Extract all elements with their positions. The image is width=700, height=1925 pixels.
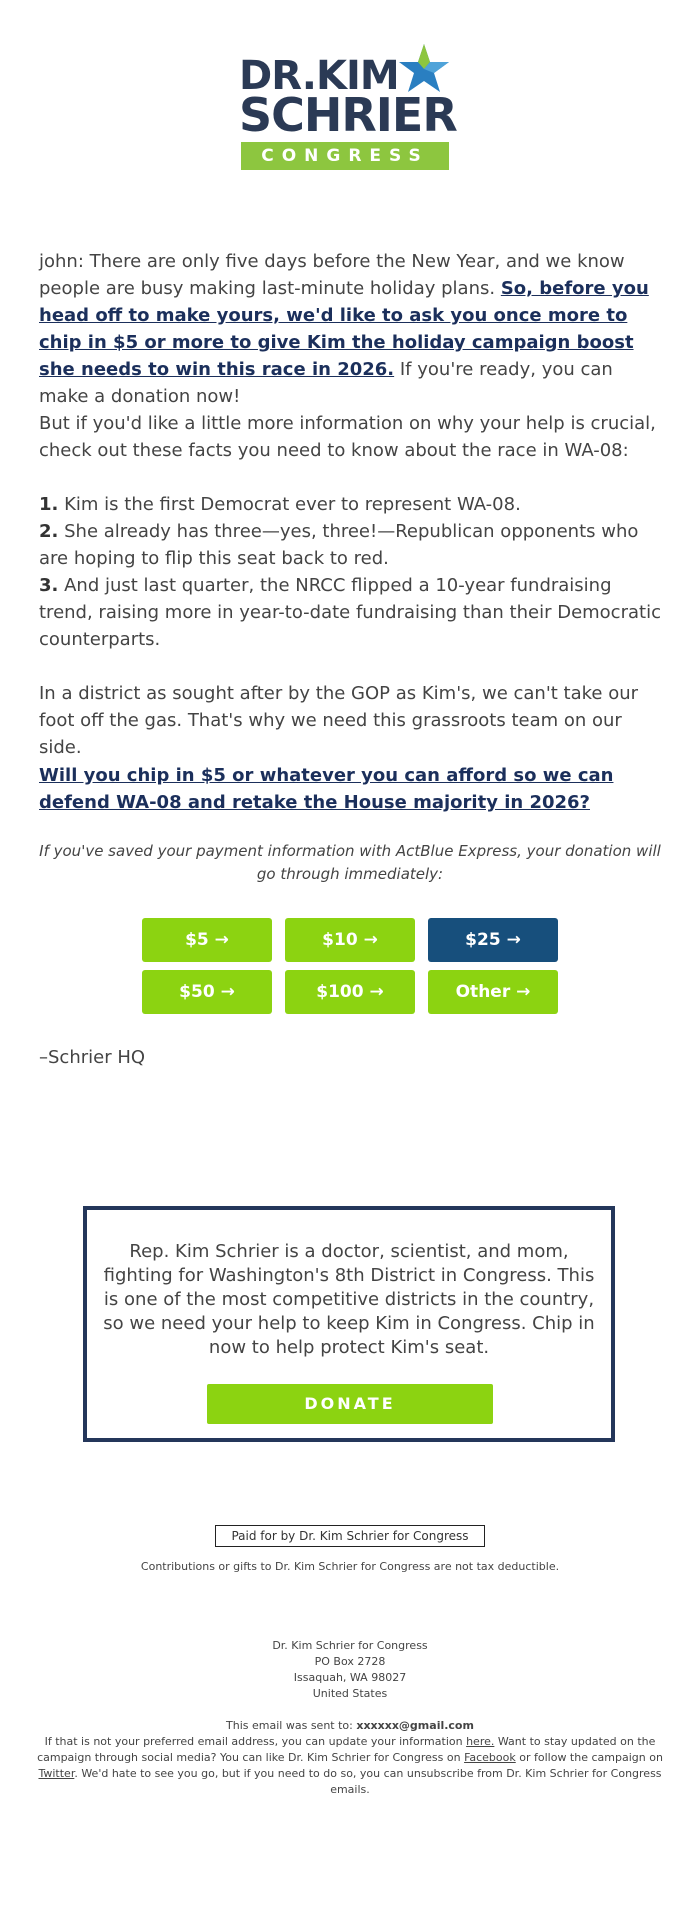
ask-paragraph (39, 762, 661, 816)
fact-text: Kim is the first Democrat ever to represent WA-08. (64, 494, 521, 515)
fact-text: She already has three—yes, three!—Republican opponents who are hoping to flip this seat back to red. (39, 521, 639, 569)
facebook-link[interactable]: Facebook (464, 1751, 516, 1764)
address-line: PO Box 2728 (314, 1655, 386, 1668)
callout-box (83, 1206, 615, 1442)
intro-donate-link[interactable]: So, before you head off to make yours, we'd like to ask you once more to chip in $5 or more to give Kim the holiday campaign boost she needs to win this race in 2026. (39, 278, 649, 380)
paid-for-disclaimer: Paid for by Dr. Kim Schrier for Congress (215, 1525, 485, 1547)
fact-item (39, 572, 661, 653)
logo-tagline: CONGRESS (241, 142, 449, 170)
donate-5-button[interactable]: $5 → (142, 918, 272, 962)
fact-number: 1. (39, 494, 59, 515)
donate-other-button[interactable]: Other → (428, 970, 558, 1014)
donate-10-button[interactable]: $10 → (285, 918, 415, 962)
follow-text: or follow the campaign on (519, 1751, 663, 1764)
callout-text: Rep. Kim Schrier is a doctor, scientist, and mom, fighting for Washington's 8th District in Congress. This is one of the most competitive districts in the country, so we need your help to keep Kim in Congress. Chip in now to help protect Kim's seat. (103, 1241, 595, 1358)
campaign-logo (239, 42, 455, 170)
update-info-link[interactable]: here. (466, 1735, 495, 1748)
intro-lead: john: There are only five days before the New Year, and we know people are busy making last-minute holiday plans. (39, 251, 625, 299)
address-line: United States (312, 1687, 388, 1700)
fact-item (39, 518, 661, 572)
facts-intro-paragraph: But if you'd like a little more information on why your help is crucial, check out these facts you need to know about the race in WA-08: (39, 413, 656, 461)
donate-50-button[interactable]: $50 → (142, 970, 272, 1014)
signature: –Schrier HQ (39, 1047, 146, 1068)
donate-25-button[interactable]: $25 → (428, 918, 558, 962)
mailing-address (30, 1638, 670, 1702)
logo-line-2: SCHRIER (239, 88, 457, 142)
gop-paragraph: In a district as sought after by the GOP as Kim's, we can't take our foot off the gas. That's why we need this grassroots team on our side. (39, 683, 639, 758)
unsubscribe-text: . We'd hate to see you go, but if you need to do so, you can unsubscribe from Dr. Kim Schrier for Congress emails. (74, 1767, 662, 1796)
fact-item (39, 491, 661, 518)
express-note: If you've saved your payment information with ActBlue Express, your donation will go through immediately: (39, 842, 661, 883)
social-text: Want to stay updated on the campaign through social media? You can like Dr. Kim Schrier for Congress on (37, 1735, 656, 1764)
intro-tail: If you're ready, you can make a donation now! (39, 359, 613, 407)
twitter-link[interactable]: Twitter (38, 1767, 75, 1780)
footer-notice (30, 1718, 670, 1798)
logo-line-1: DR.KIM (239, 53, 399, 99)
facts-list (39, 491, 661, 653)
sent-label: This email was sent to: (226, 1719, 353, 1732)
donate-100-button[interactable]: $100 → (285, 970, 415, 1014)
ask-donate-link[interactable]: Will you chip in $5 or whatever you can afford so we can defend WA-08 and retake the House majority in 2026? (39, 765, 614, 813)
address-line: Issaquah, WA 98027 (293, 1671, 407, 1684)
update-text: If that is not your preferred email address, you can update your information (44, 1735, 463, 1748)
intro-paragraph (39, 248, 661, 410)
fact-number: 2. (39, 521, 59, 542)
tax-note: Contributions or gifts to Dr. Kim Schrier for Congress are not tax deductible. (140, 1560, 560, 1573)
fact-text: And just last quarter, the NRCC flipped a 10-year fundraising trend, raising more in year-to-date fundraising than their Democratic counterparts. (39, 575, 661, 650)
sent-email: xxxxxx@gmail.com (356, 1719, 474, 1732)
fact-number: 3. (39, 575, 59, 596)
address-line: Dr. Kim Schrier for Congress (272, 1639, 428, 1652)
donate-button[interactable]: DONATE (207, 1384, 493, 1424)
